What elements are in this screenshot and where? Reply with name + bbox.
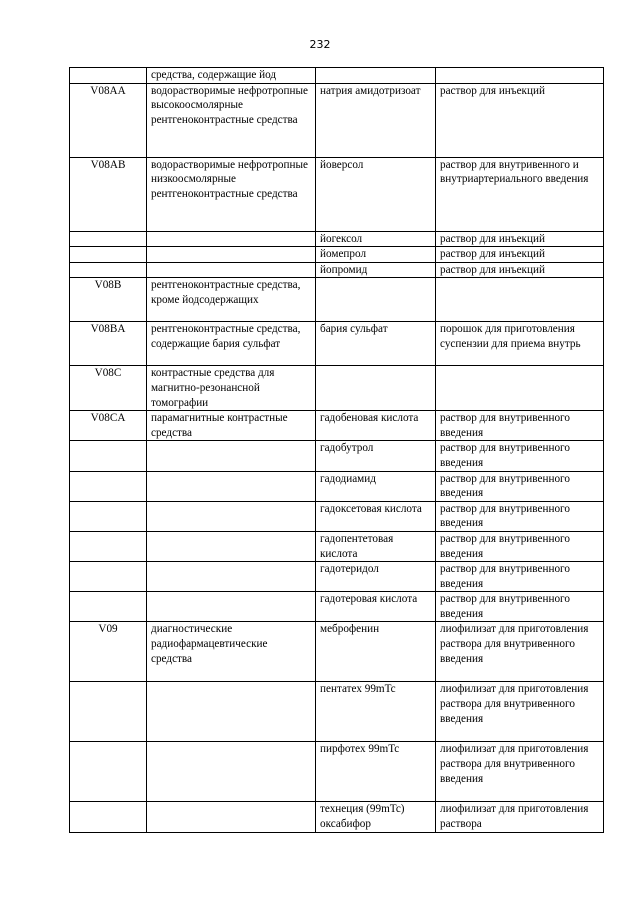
substance-cell: бария сульфат <box>316 322 436 366</box>
dosage-form-cell <box>436 366 604 411</box>
table-row <box>70 247 604 263</box>
drug-table <box>69 67 604 833</box>
atc-code-cell <box>70 501 147 531</box>
table-row <box>70 682 604 742</box>
table-row <box>70 68 604 84</box>
dosage-form-cell: раствор для внутривенного и внутриартериального введения <box>436 157 604 231</box>
substance-cell <box>316 68 436 84</box>
substance-cell: йопромид <box>316 262 436 278</box>
dosage-form-cell: лиофилизат для приготовления раствора для внутривенного введения <box>436 682 604 742</box>
substance-cell: пирфотех 99mTc <box>316 742 436 802</box>
table-row <box>70 231 604 247</box>
group-name-cell: контрастные средства для магнитно-резонансной томографии <box>147 366 316 411</box>
group-name-cell: парамагнитные контрастные средства <box>147 411 316 441</box>
table-row <box>70 441 604 471</box>
substance-cell: гадобеновая кислота <box>316 411 436 441</box>
table-row <box>70 83 604 157</box>
atc-code-cell <box>70 262 147 278</box>
atc-code-cell <box>70 562 147 592</box>
substance-cell: гадоксетовая кислота <box>316 501 436 531</box>
substance-cell <box>316 366 436 411</box>
dosage-form-cell: лиофилизат для приготовления раствора для внутривенного введения <box>436 742 604 802</box>
substance-cell: йоверсол <box>316 157 436 231</box>
atc-code-cell <box>70 802 147 832</box>
atc-code-cell <box>70 592 147 622</box>
table-row <box>70 501 604 531</box>
dosage-form-cell: лиофилизат для приготовления раствора <box>436 802 604 832</box>
table-row <box>70 411 604 441</box>
atc-code-cell: V08BA <box>70 322 147 366</box>
group-name-cell: водорастворимые нефротропные высокоосмолярные рентгеноконтрастные средства <box>147 83 316 157</box>
group-name-cell <box>147 231 316 247</box>
dosage-form-cell: раствор для инъекций <box>436 247 604 263</box>
substance-cell: гадопентетовая кислота <box>316 531 436 561</box>
group-name-cell <box>147 802 316 832</box>
table-row <box>70 157 604 231</box>
dosage-form-cell: лиофилизат для приготовления раствора для внутривенного введения <box>436 622 604 682</box>
drug-table-body <box>70 68 604 833</box>
group-name-cell <box>147 531 316 561</box>
table-row <box>70 592 604 622</box>
table-row <box>70 278 604 322</box>
atc-code-cell <box>70 531 147 561</box>
atc-code-cell: V08AA <box>70 83 147 157</box>
page-number: 232 <box>309 38 331 51</box>
atc-code-cell: V09 <box>70 622 147 682</box>
dosage-form-cell: раствор для инъекций <box>436 262 604 278</box>
substance-cell: натрия амидотризоат <box>316 83 436 157</box>
table-row <box>70 262 604 278</box>
group-name-cell: рентгеноконтрастные средства, кроме йодсодержащих <box>147 278 316 322</box>
atc-code-cell <box>70 682 147 742</box>
group-name-cell <box>147 501 316 531</box>
dosage-form-cell: раствор для внутривенного введения <box>436 531 604 561</box>
group-name-cell <box>147 441 316 471</box>
atc-code-cell <box>70 441 147 471</box>
dosage-form-cell <box>436 278 604 322</box>
dosage-form-cell: раствор для инъекций <box>436 231 604 247</box>
table-row <box>70 802 604 832</box>
group-name-cell <box>147 247 316 263</box>
group-name-cell <box>147 562 316 592</box>
group-name-cell <box>147 471 316 501</box>
substance-cell: йомепрол <box>316 247 436 263</box>
substance-cell: меброфенин <box>316 622 436 682</box>
dosage-form-cell <box>436 68 604 84</box>
group-name-cell: водорастворимые нефротропные низкоосмолярные рентгеноконтрастные средства <box>147 157 316 231</box>
dosage-form-cell: порошок для приготовления суспензии для приема внутрь <box>436 322 604 366</box>
atc-code-cell <box>70 247 147 263</box>
table-row <box>70 471 604 501</box>
substance-cell <box>316 278 436 322</box>
atc-code-cell <box>70 471 147 501</box>
atc-code-cell <box>70 231 147 247</box>
dosage-form-cell: раствор для внутривенного введения <box>436 592 604 622</box>
group-name-cell <box>147 682 316 742</box>
table-row <box>70 742 604 802</box>
atc-code-cell: V08C <box>70 366 147 411</box>
atc-code-cell: V08AB <box>70 157 147 231</box>
table-row <box>70 366 604 411</box>
substance-cell: гадодиамид <box>316 471 436 501</box>
dosage-form-cell: раствор для внутривенного введения <box>436 562 604 592</box>
group-name-cell: диагностические радиофармацевтические средства <box>147 622 316 682</box>
dosage-form-cell: раствор для внутривенного введения <box>436 411 604 441</box>
atc-code-cell: V08CA <box>70 411 147 441</box>
dosage-form-cell: раствор для инъекций <box>436 83 604 157</box>
substance-cell: гадобутрол <box>316 441 436 471</box>
table-row <box>70 622 604 682</box>
dosage-form-cell: раствор для внутривенного введения <box>436 441 604 471</box>
dosage-form-cell: раствор для внутривенного введения <box>436 471 604 501</box>
table-row <box>70 322 604 366</box>
substance-cell: гадотеровая кислота <box>316 592 436 622</box>
group-name-cell <box>147 262 316 278</box>
substance-cell: пентатех 99mTc <box>316 682 436 742</box>
substance-cell: йогексол <box>316 231 436 247</box>
table-row <box>70 562 604 592</box>
substance-cell: гадотеридол <box>316 562 436 592</box>
dosage-form-cell: раствор для внутривенного введения <box>436 501 604 531</box>
atc-code-cell <box>70 742 147 802</box>
group-name-cell: рентгеноконтрастные средства, содержащие бария сульфат <box>147 322 316 366</box>
substance-cell: технеция (99mTc) оксабифор <box>316 802 436 832</box>
atc-code-cell <box>70 68 147 84</box>
group-name-cell: средства, содержащие йод <box>147 68 316 84</box>
group-name-cell <box>147 742 316 802</box>
group-name-cell <box>147 592 316 622</box>
atc-code-cell: V08B <box>70 278 147 322</box>
table-row <box>70 531 604 561</box>
